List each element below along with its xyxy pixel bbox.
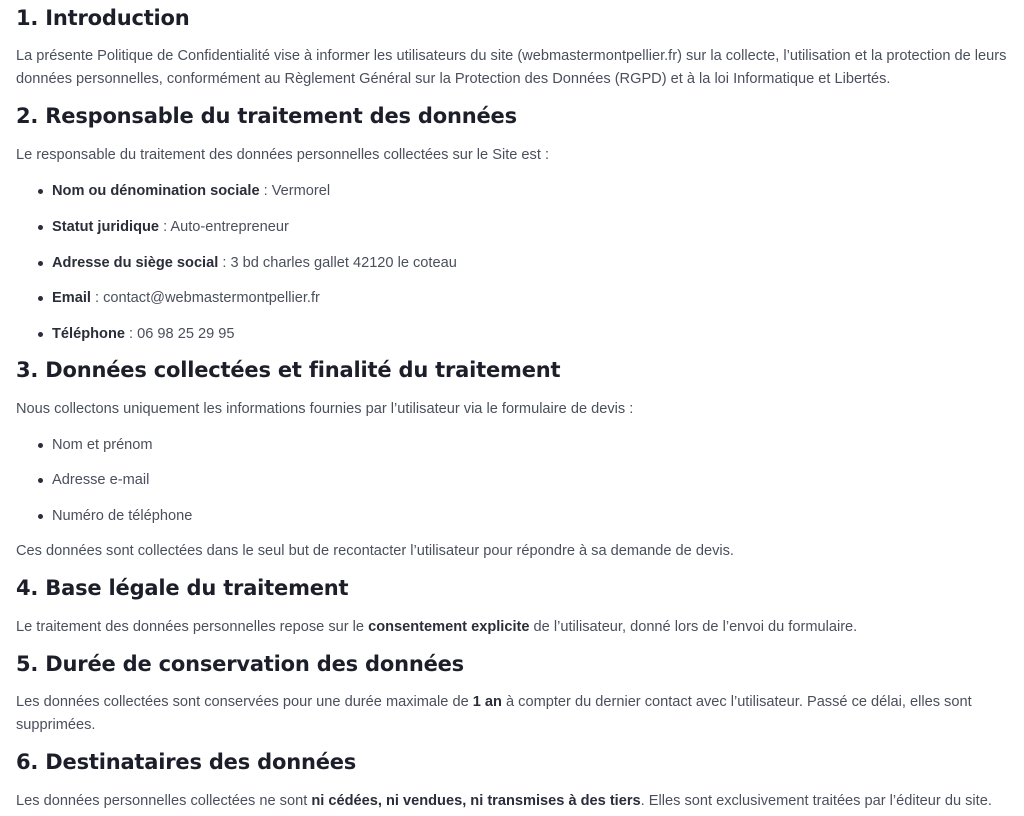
text: de l’utilisateur, donné lors de l’envoi du formulaire. [529,619,858,635]
emphasis: consentement explicite [368,619,530,635]
retention-paragraph [16,691,1012,737]
list-item: Numéro de téléphone [52,508,193,524]
text: Le traitement des données personnelles repose sur le [16,619,369,635]
introduction-paragraph: La présente Politique de Confidentialité vise à informer les utilisateurs du site (webmastermontpellier.fr) sur la collecte, l’utilisation et la protection de leurs données personnelles, conformément au Règlement Général sur la Protection des Données (RGPD) et à la loi Informatique et Libertés. [16,48,1007,87]
text: . Elles sont exclusivement traitées par l’éditeur du site. [640,793,992,809]
collected-data-purpose: Ces données sont collectées dans le seul but de recontacter l’utilisateur pour répondre à sa demande de devis. [16,543,734,559]
list-item [52,181,330,201]
item-value: : Vermorel [259,183,331,199]
heading-legal-basis: 4. Base légale du traitement [16,576,349,600]
recipients-paragraph [16,790,1012,813]
item-label: Statut juridique [52,219,160,235]
text: Les données collectées sont conservées pour une durée maximale de [16,694,473,710]
item-label: Téléphone [52,326,125,342]
item-value: : 3 bd charles gallet 42120 le coteau [218,255,457,271]
collected-data-intro: Nous collectons uniquement les informations fournies par l’utilisateur via le formulaire de devis : [16,401,634,417]
list-item [52,288,320,308]
list-item: Adresse e-mail [52,472,150,488]
item-value: : 06 98 25 29 95 [124,326,235,342]
emphasis: 1 an [472,694,502,710]
list-item: Nom et prénom [52,437,153,453]
item-label: Email [52,290,91,306]
item-label: Nom ou dénomination sociale [52,183,260,199]
heading-introduction: 1. Introduction [16,6,190,30]
list-item [52,253,457,273]
heading-retention: 5. Durée de conservation des données [16,652,464,676]
legal-basis-paragraph [16,616,1012,639]
list-item [52,217,289,237]
list-item [52,324,235,344]
item-label: Adresse du siège social [52,255,219,271]
data-controller-intro: Le responsable du traitement des données personnelles collectées sur le Site est : [16,147,549,163]
heading-recipients: 6. Destinataires des données [16,750,357,774]
heading-data-controller: 2. Responsable du traitement des données [16,104,517,128]
text: à compter du dernier contact avec l’utilisateur. Passé ce délai, elles sont supprimées. [16,694,972,733]
item-value: : Auto-entrepreneur [159,219,289,235]
text: Les données personnelles collectées ne sont [16,793,312,809]
emphasis: ni cédées, ni vendues, ni transmises à des tiers [311,793,641,809]
item-value: : contact@webmastermontpellier.fr [90,290,320,306]
heading-collected-data: 3. Données collectées et finalité du traitement [16,358,561,382]
